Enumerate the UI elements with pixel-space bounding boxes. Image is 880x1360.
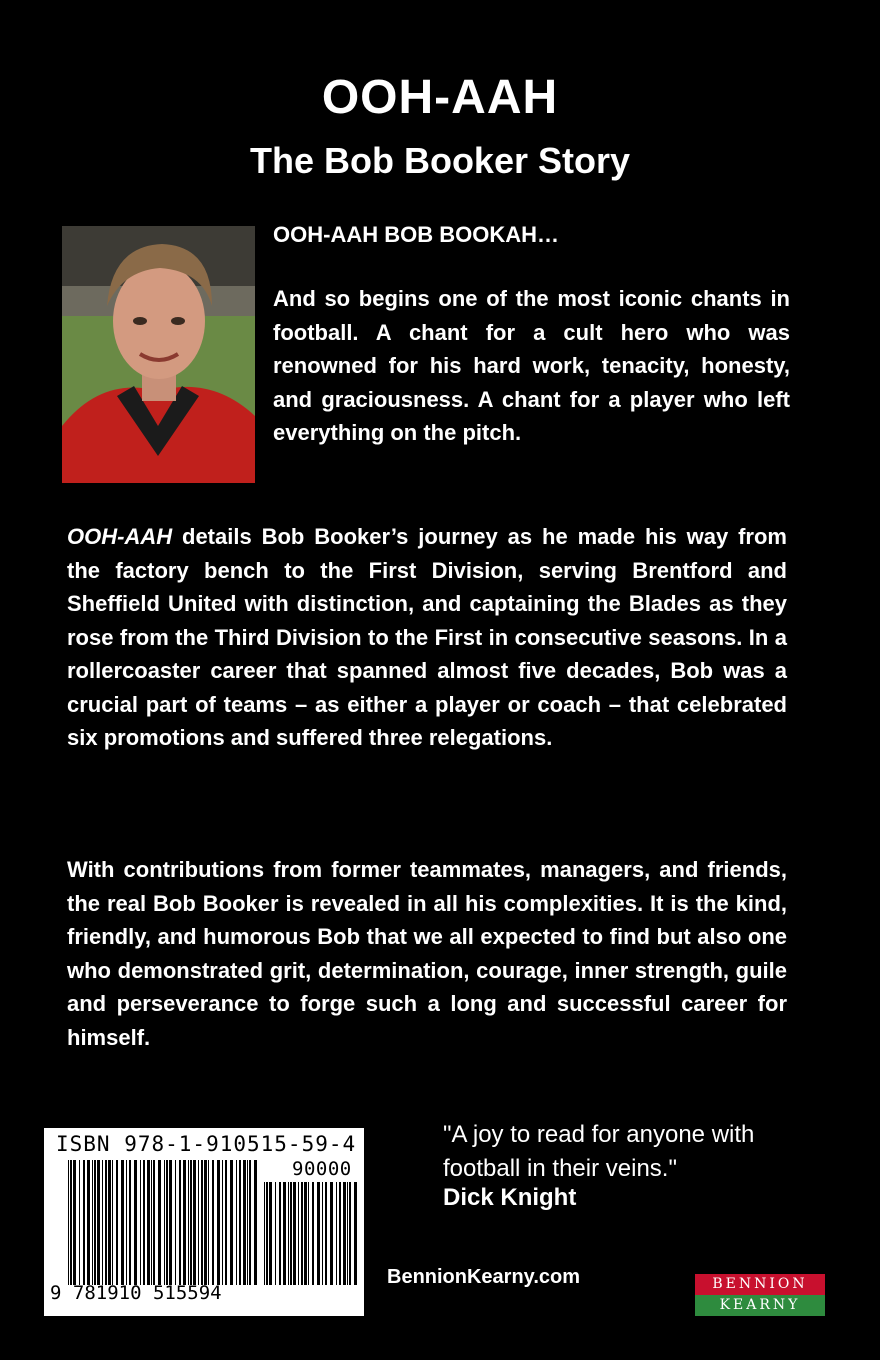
barcode-bar [208, 1160, 209, 1285]
logo-top-text: BENNION [695, 1274, 825, 1295]
barcode-bar [301, 1182, 303, 1285]
barcode-bar [317, 1182, 320, 1285]
barcode-bar [112, 1160, 113, 1285]
barcode-bar [343, 1182, 346, 1285]
barcode-bar [193, 1160, 196, 1285]
intro-paragraph: And so begins one of the most iconic chants in football. A chant for a cult hero who was renowned for his hard work, tenacity, honesty, and graciousness. A chant for a player who left everything on the pitch. [273, 286, 790, 445]
barcode-bar [308, 1182, 309, 1285]
barcode-bar [217, 1160, 220, 1285]
barcode-bar [188, 1160, 189, 1285]
barcode-bar [325, 1182, 327, 1285]
barcode-bar [298, 1182, 299, 1285]
barcode-bar [264, 1182, 265, 1285]
barcode-bar [94, 1160, 96, 1285]
barcode-bar [87, 1160, 90, 1285]
barcode-bar [336, 1182, 337, 1285]
barcode-bar [153, 1160, 155, 1285]
book-subtitle: The Bob Booker Story [249, 140, 631, 181]
barcode-bar [330, 1182, 333, 1285]
barcode-bar [279, 1182, 281, 1285]
barcode-bar [143, 1160, 145, 1285]
barcode-bar [198, 1160, 199, 1285]
barcode-bar [288, 1182, 289, 1285]
book-title-inline: OOH-AAH [67, 524, 173, 549]
barcode-bar [293, 1182, 296, 1285]
barcode-bar [354, 1182, 357, 1285]
quote-author: Dick Knight [443, 1184, 577, 1211]
isbn-barcode [44, 1128, 364, 1316]
barcode-bar [204, 1160, 207, 1285]
barcode-bar [147, 1160, 150, 1285]
barcode-bar [283, 1182, 286, 1285]
barcode-bar [169, 1160, 172, 1285]
contributions-paragraph: With contributions from former teammates, managers, and friends, the real Bob Booker is revealed in all his complexities. It is the kind, friendly, and humorous Bob that we all expected to find but also one who demonstrated grit, determination, courage, inner strength, guile and perseverance to forge such a long and successful career for himself. [67, 857, 787, 1050]
barcode-bar [151, 1160, 152, 1285]
barcode-bar [164, 1160, 165, 1285]
barcode-bar [116, 1160, 118, 1285]
barcode-bar [126, 1160, 127, 1285]
barcode-bar [222, 1160, 223, 1285]
barcode-bar [269, 1182, 272, 1285]
barcode-bar [190, 1160, 192, 1285]
intro-heading: OOH-AAH BOB BOOKAH… [273, 222, 559, 247]
book-title: OOH-AAH [321, 71, 559, 124]
barcode-bar [236, 1160, 237, 1285]
publisher-logo [695, 1274, 825, 1316]
barcode-bar [166, 1160, 168, 1285]
barcode-bar [339, 1182, 341, 1285]
barcode-bars [68, 1160, 258, 1285]
barcode-bar [304, 1182, 307, 1285]
barcode-bar [225, 1160, 227, 1285]
barcode-bar [201, 1160, 203, 1285]
barcode-bar [140, 1160, 141, 1285]
barcode-bar [83, 1160, 85, 1285]
barcode-bar [105, 1160, 107, 1285]
barcode-bar [73, 1160, 76, 1285]
barcode-bar [290, 1182, 292, 1285]
barcode-bar [183, 1160, 186, 1285]
barcode-bar [102, 1160, 103, 1285]
barcode-bar [129, 1160, 131, 1285]
barcode-bar [249, 1160, 251, 1285]
barcode-bar [239, 1160, 241, 1285]
review-quote: "A joy to read for anyone with football in their veins." [443, 1121, 755, 1182]
barcode-bar [266, 1182, 268, 1285]
synopsis-text: details Bob Booker’s journey as he made his way from the factory bench to the First Division, serving Brentford and Sheffield United with distinction, and captaining the Blades as they rose from the Third Division to the First in consecutive seasons. In a rollercoaster career that spanned almost five decades, Bob was a crucial part of teams – as either a player or coach – that celebrated six promotions and suffered three relegations. [67, 524, 787, 750]
barcode-bar [349, 1182, 351, 1285]
barcode-bar [247, 1160, 248, 1285]
barcode-digits: 9 781910 515594 [50, 1282, 222, 1304]
barcode-bar [243, 1160, 246, 1285]
logo-bottom-text: KEARNY [695, 1295, 825, 1316]
price-code: 90000 [292, 1158, 352, 1180]
barcode-bar [108, 1160, 111, 1285]
addon-barcode-bars [264, 1182, 359, 1285]
isbn-label: ISBN 978-1-910515-59-4 [56, 1132, 357, 1156]
barcode-bar [254, 1160, 257, 1285]
barcode-bar [121, 1160, 124, 1285]
barcode-bar [68, 1160, 69, 1285]
synopsis-paragraph [67, 520, 787, 755]
barcode-bar [70, 1160, 72, 1285]
barcode-bar [312, 1182, 314, 1285]
barcode-bar [179, 1160, 181, 1285]
barcode-bar [92, 1160, 93, 1285]
author-photo [62, 226, 255, 483]
barcode-bar [158, 1160, 161, 1285]
barcode-bar [347, 1182, 348, 1285]
barcode-bar [275, 1182, 276, 1285]
barcode-bar [322, 1182, 323, 1285]
barcode-bar [134, 1160, 137, 1285]
barcode-bar [212, 1160, 214, 1285]
barcode-bar [230, 1160, 233, 1285]
publisher-website: BennionKearny.com [387, 1266, 580, 1288]
barcode-bar [79, 1160, 80, 1285]
barcode-bar [97, 1160, 100, 1285]
barcode-bar [175, 1160, 176, 1285]
